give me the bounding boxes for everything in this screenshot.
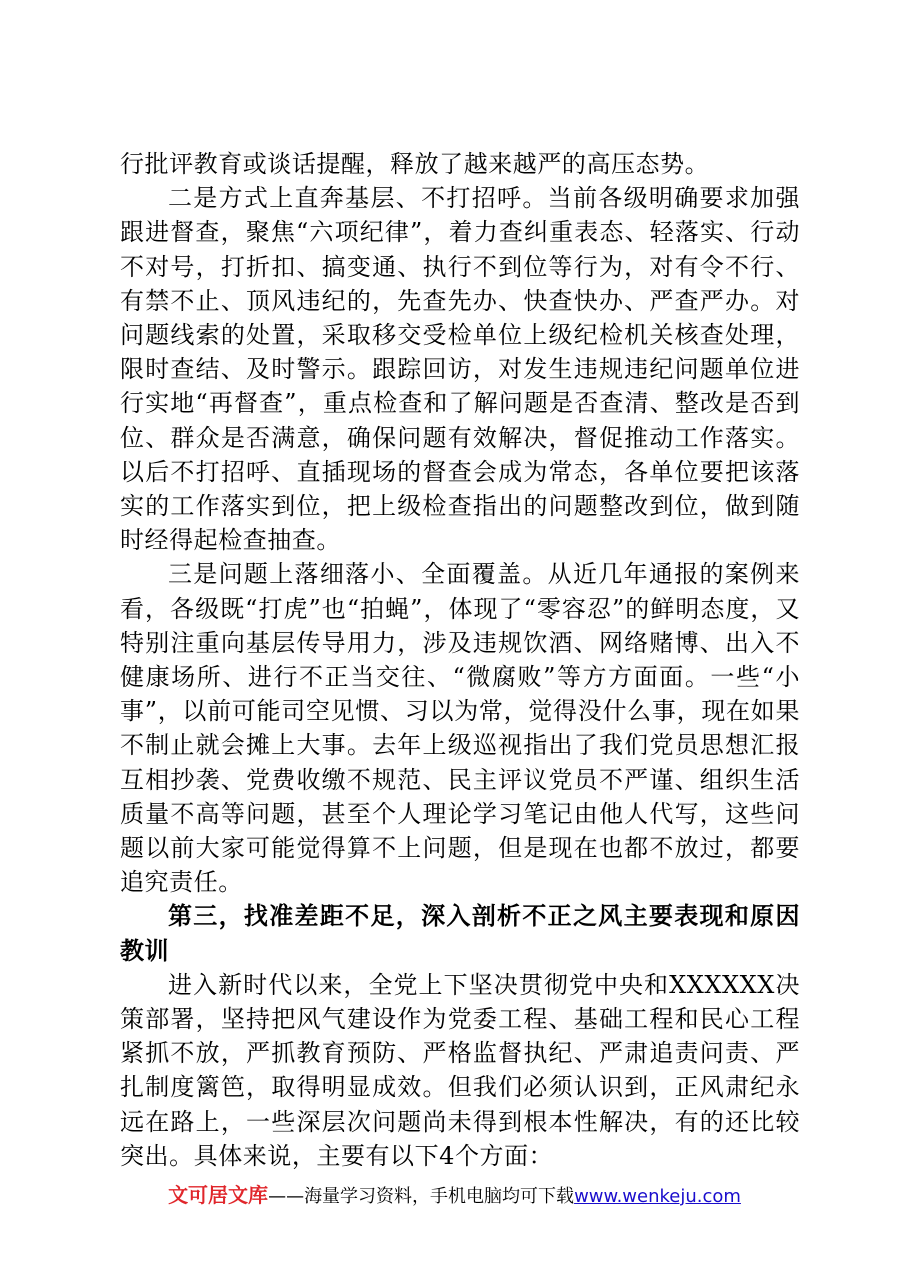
paragraph-point-two: 二是方式上直奔基层、不打招呼。当前各级明确要求加强跟进督查，聚焦“六项纪律”，着力查纠重表态、轻落实、行动不对号，打折扣、搞变通、执行不到位等行为，对有令不行、有禁不止、顶风违纪的，先查先办、快查快办、严查严办。对问题线索的处置，采取移交受检单位上级纪检机关核查处理，限时查结、及时警示。跟踪回访，对发生违规违纪问题单位进行实地“再督查”，重点检查和了解问题是否查清、整改是否到位、群众是否满意，确保问题有效解决，督促推动工作落实。以后不打招呼、直插现场的督查会成为常态，各单位要把该落实的工作落实到位，把上级检查指出的问题整改到位，做到随时经得起检查抽查。 [120,184,800,555]
paragraph-point-three: 三是问题上落细落小、全面覆盖。从近几年通报的案例来看，各级既“打虎”也“拍蝇”，体现了“零容忍”的鲜明态度，又特别注重向基层传导用力，涉及违规饮酒、网络赌博、出入不健康场所、进行不正当交往、“微腐败”等方方面面。一些“小事”，以前可能司空见惯、习以为常，觉得没什么事，现在如果不制止就会摊上大事。去年上级巡视指出了我们党员思想汇报互相抄袭、党费收缴不规范、民主评议党员不严谨、组织生活质量不高等问题，甚至个人理论学习笔记由他人代写，这些问题以前大家可能觉得算不上问题，但是现在也都不放过，都要追究责任。 [120,560,800,897]
footer-url-link[interactable]: www.wenkeju.com [574,1186,741,1207]
footer-tagline: ——海量学习资料，手机电脑均可下载 [268,1186,575,1207]
document-body [120,147,800,1173]
footer-brand: 文可居文库 [168,1183,269,1207]
paragraph-section-intro: 进入新时代以来，全党上下坚决贯彻党中央和XXXXXX决策部署，坚持把风气建设作为党委工程、基础工程和民心工程紧抓不放，严抓教育预防、严格监督执纪、严肃追责问责、严扎制度篱笆，取得明显成效。但我们必须认识到，正风肃纪永远在路上，一些深层次问题尚未得到根本性解决，有的还比较突出。具体来说，主要有以下4个方面： [120,970,800,1170]
paragraph-continuation: 行批评教育或谈话提醒，释放了越来越严的高压态势。 [120,150,710,178]
section-heading-third: 第三，找准差距不足，深入剖析不正之风主要表现和原因教训 [120,902,800,965]
footer-banner [0,1180,909,1212]
